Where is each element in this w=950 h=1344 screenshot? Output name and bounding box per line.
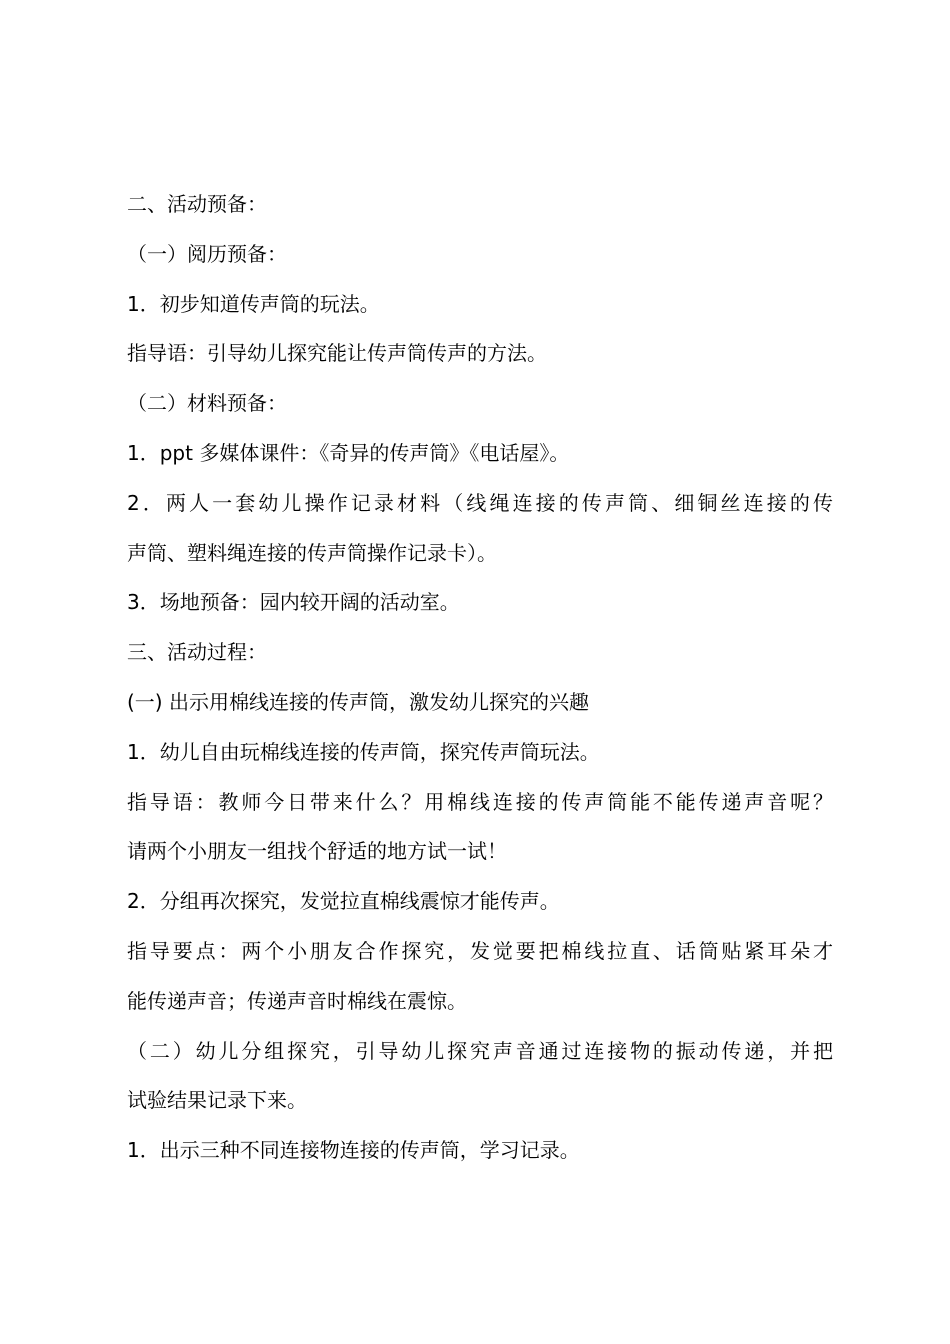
paragraph-line: 能传递声音；传递声音时棉线在震惊。 [127, 988, 467, 1013]
paragraph-line: 指导要点：两个小朋友合作探究，发觉要把棉线拉直、话筒贴紧耳朵才 [127, 938, 833, 963]
subheading-step-one: (一) 出示用棉线连接的传声筒，激发幼儿探究的兴趣 [127, 689, 589, 714]
paragraph-line: 1．幼儿自由玩棉线连接的传声筒，探究传声筒玩法。 [127, 739, 600, 764]
subheading-experience-prep: （一）阅历预备： [127, 241, 287, 266]
section-heading-preparation: 二、活动预备： [127, 192, 267, 216]
paragraph-line: 指导语：教师今日带来什么？用棉线连接的传声筒能不能传递声音呢？ [127, 789, 833, 814]
paragraph-line: 2．两人一套幼儿操作记录材料（线绳连接的传声筒、细铜丝连接的传 [127, 490, 833, 515]
paragraph-line: 1．初步知道传声筒的玩法。 [127, 291, 380, 316]
paragraph-line: 1．ppt 多媒体课件：《奇异的传声筒》《电话屋》。 [127, 440, 570, 465]
paragraph-line: 指导语：引导幼儿探究能让传声筒传声的方法。 [127, 341, 547, 366]
section-heading-process: 三、活动过程： [127, 640, 267, 665]
subheading-step-two: （二）幼儿分组探究，引导幼儿探究声音通过连接物的振动传递，并把 [127, 1038, 833, 1063]
document-body [127, 180, 833, 1176]
paragraph-line: 声筒、塑料绳连接的传声筒操作记录卡）。 [127, 540, 497, 565]
subheading-material-prep: （二）材料预备： [127, 391, 287, 416]
paragraph-line: 2．分组再次探究，发觉拉直棉线震惊才能传声。 [127, 889, 560, 914]
paragraph-line: 试验结果记录下来。 [127, 1088, 307, 1113]
paragraph-line: 3．场地预备：园内较开阔的活动室。 [127, 590, 460, 615]
paragraph-line: 请两个小朋友一组找个舒适的地方试一试！ [127, 839, 507, 864]
paragraph-line: 1．出示三种不同连接物连接的传声筒，学习记录。 [127, 1138, 580, 1163]
